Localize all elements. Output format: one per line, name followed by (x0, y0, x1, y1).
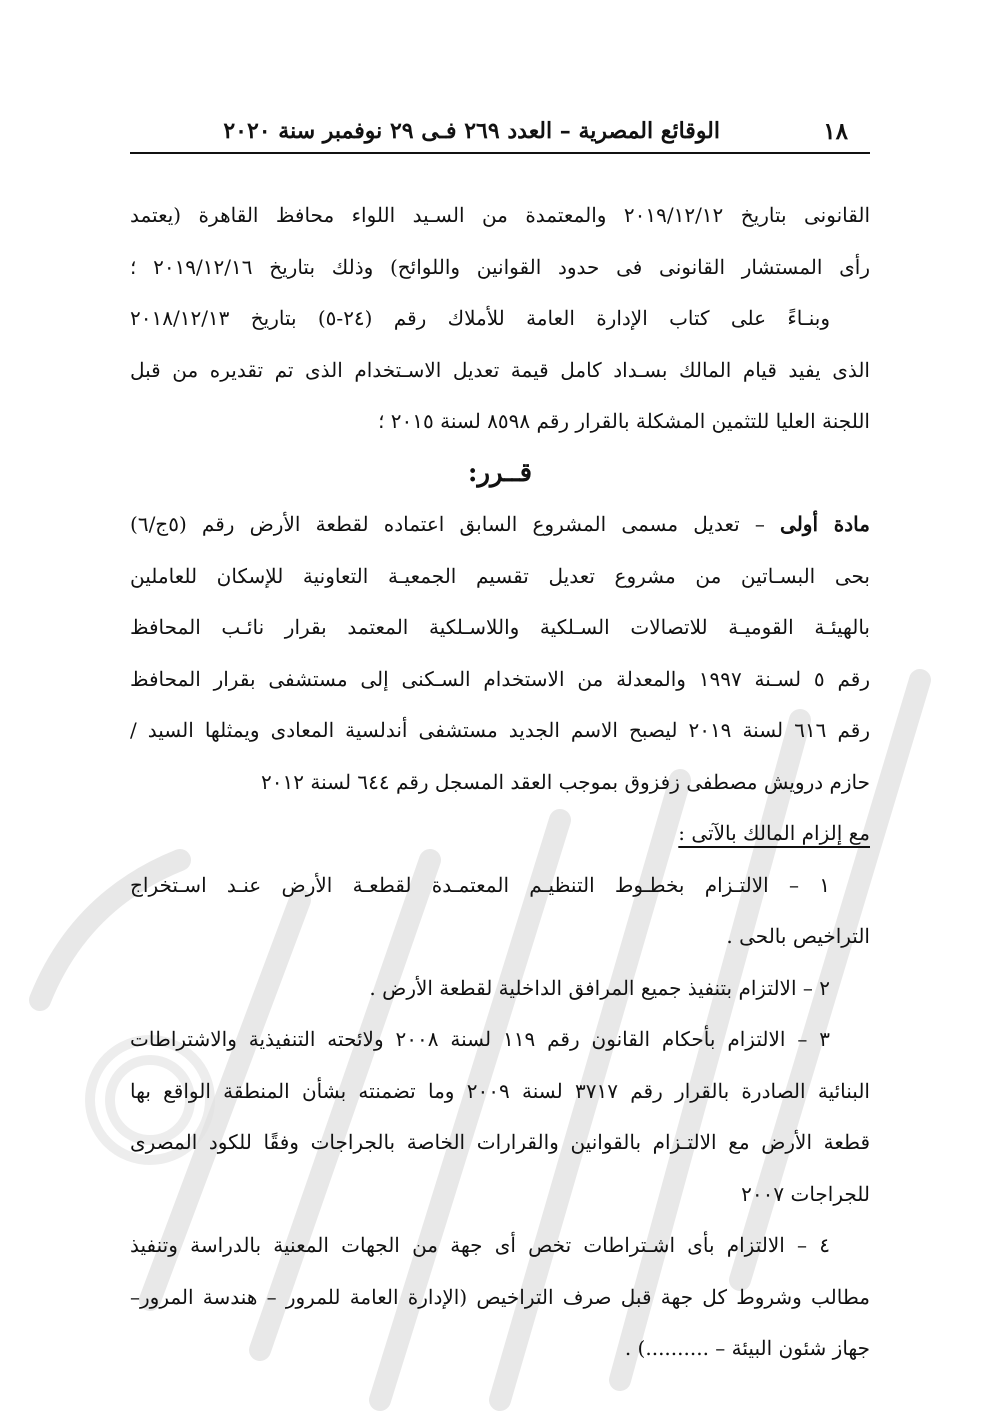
text-line: ١ – الالتـزام بخطـوط التنظيـم المعتمـدة لقطعـة الأرض عنـد اسـتخراج (130, 872, 830, 897)
text-line: التراخيص بالحى . (726, 924, 870, 948)
body-text (130, 190, 870, 1375)
text-line: وبنـاءً على كتاب الإدارة العامة للأملاك رقم (٢٤-٥) بتاريخ ٢٠١٨/١٢/١٣ (130, 306, 830, 330)
text-line: ٣ – الالتزام بأحكام القانون رقم ١١٩ لسنة ٢٠٠٨ ولائحته التنفيذية والاشتراطات (130, 1027, 830, 1051)
obligations-intro: مع إلزام المالك بالآتى : (678, 821, 870, 845)
text-line: قطعة الأرض مع الالتـزام بالقوانين والقرارات الخاصة بالجراجات وفقًا للكود المصرى (130, 1130, 870, 1154)
text-line: بحى البسـاتين من مشروع تعديل تقسيم الجمعيـة التعاونية للإسكان للعاملين (130, 563, 870, 588)
text-line: للجراجات ٢٠٠٧ (741, 1181, 870, 1206)
text-line: بالهيئـة القوميـة للاتصالات السـلكية واللاسـلكية المعتمد بقرار نائـب المحافظ (130, 615, 870, 639)
article-text: – تعديل مسمى المشروع السابق اعتماده لقطعة الأرض رقم (٥ج/٦) (130, 512, 781, 536)
text-line: ٢ – الالتزام بتنفيذ جميع المرافق الداخلية لقطعة الأرض . (369, 975, 830, 1000)
page-number: ١٨ (823, 118, 848, 145)
text-line: رقم ٥ لسـنة ١٩٩٧ والمعدلة من الاستخدام السـكنى إلى مستشفى بقرار المحافظ (130, 666, 870, 691)
decision-heading: قــرر: (467, 457, 533, 488)
running-head: الوقائع المصرية – العدد ٢٦٩ فـى ٢٩ نوفمبر سنة ٢٠٢٠ (223, 118, 720, 144)
text-line: رأى المستشار القانونى فى حدود القوانين واللوائح) وذلك بتاريخ ٢٠١٩/١٢/١٦ ؛ (130, 254, 870, 279)
text-line: اللجنة العليا للتثمين المشكلة بالقرار رقم ٨٥٩٨ لسنة ٢٠١٥ ؛ (378, 409, 870, 433)
text-line: ٤ – الالتزام بأى اشـتراطات تخص أى جهة من الجهات المعنية بالدراسة وتنفيذ (130, 1233, 830, 1257)
text-line: القانونى بتاريخ ٢٠١٩/١٢/١٢ والمعتمدة من السـيد اللواء محافظ القاهرة (يعتمد (130, 203, 870, 227)
text-line: البنائية الصادرة بالقرار رقم ٣٧١٧ لسنة ٢٠٠٩ وما تضمنته بشأن المنطقة الواقع بها (130, 1078, 870, 1103)
page-header (130, 112, 870, 154)
article-first-line (130, 499, 870, 551)
text-line: الذى يفيد قيام المالك بسـداد كامل قيمة تعديل الاسـتخدام الذى تم تقديره من قبل (130, 357, 870, 382)
text-line: جهاز شئون البيئة – ..........) . (624, 1336, 870, 1360)
text-line: مطالب وشروط كل جهة قبل صرف التراخيص (الإدارة العامة للمرور – هندسة المرور– (130, 1284, 870, 1309)
article-label: مادة أولى (780, 512, 870, 536)
text-line: رقم ٦١٦ لسنة ٢٠١٩ ليصبح الاسم الجديد مستشفى أندلسية المعادى ويمثلها السيد / (130, 718, 870, 742)
text-line: حازم درويش مصطفى زفزوق بموجب العقد المسجل رقم ٦٤٤ لسنة ٢٠١٢ (261, 769, 870, 794)
